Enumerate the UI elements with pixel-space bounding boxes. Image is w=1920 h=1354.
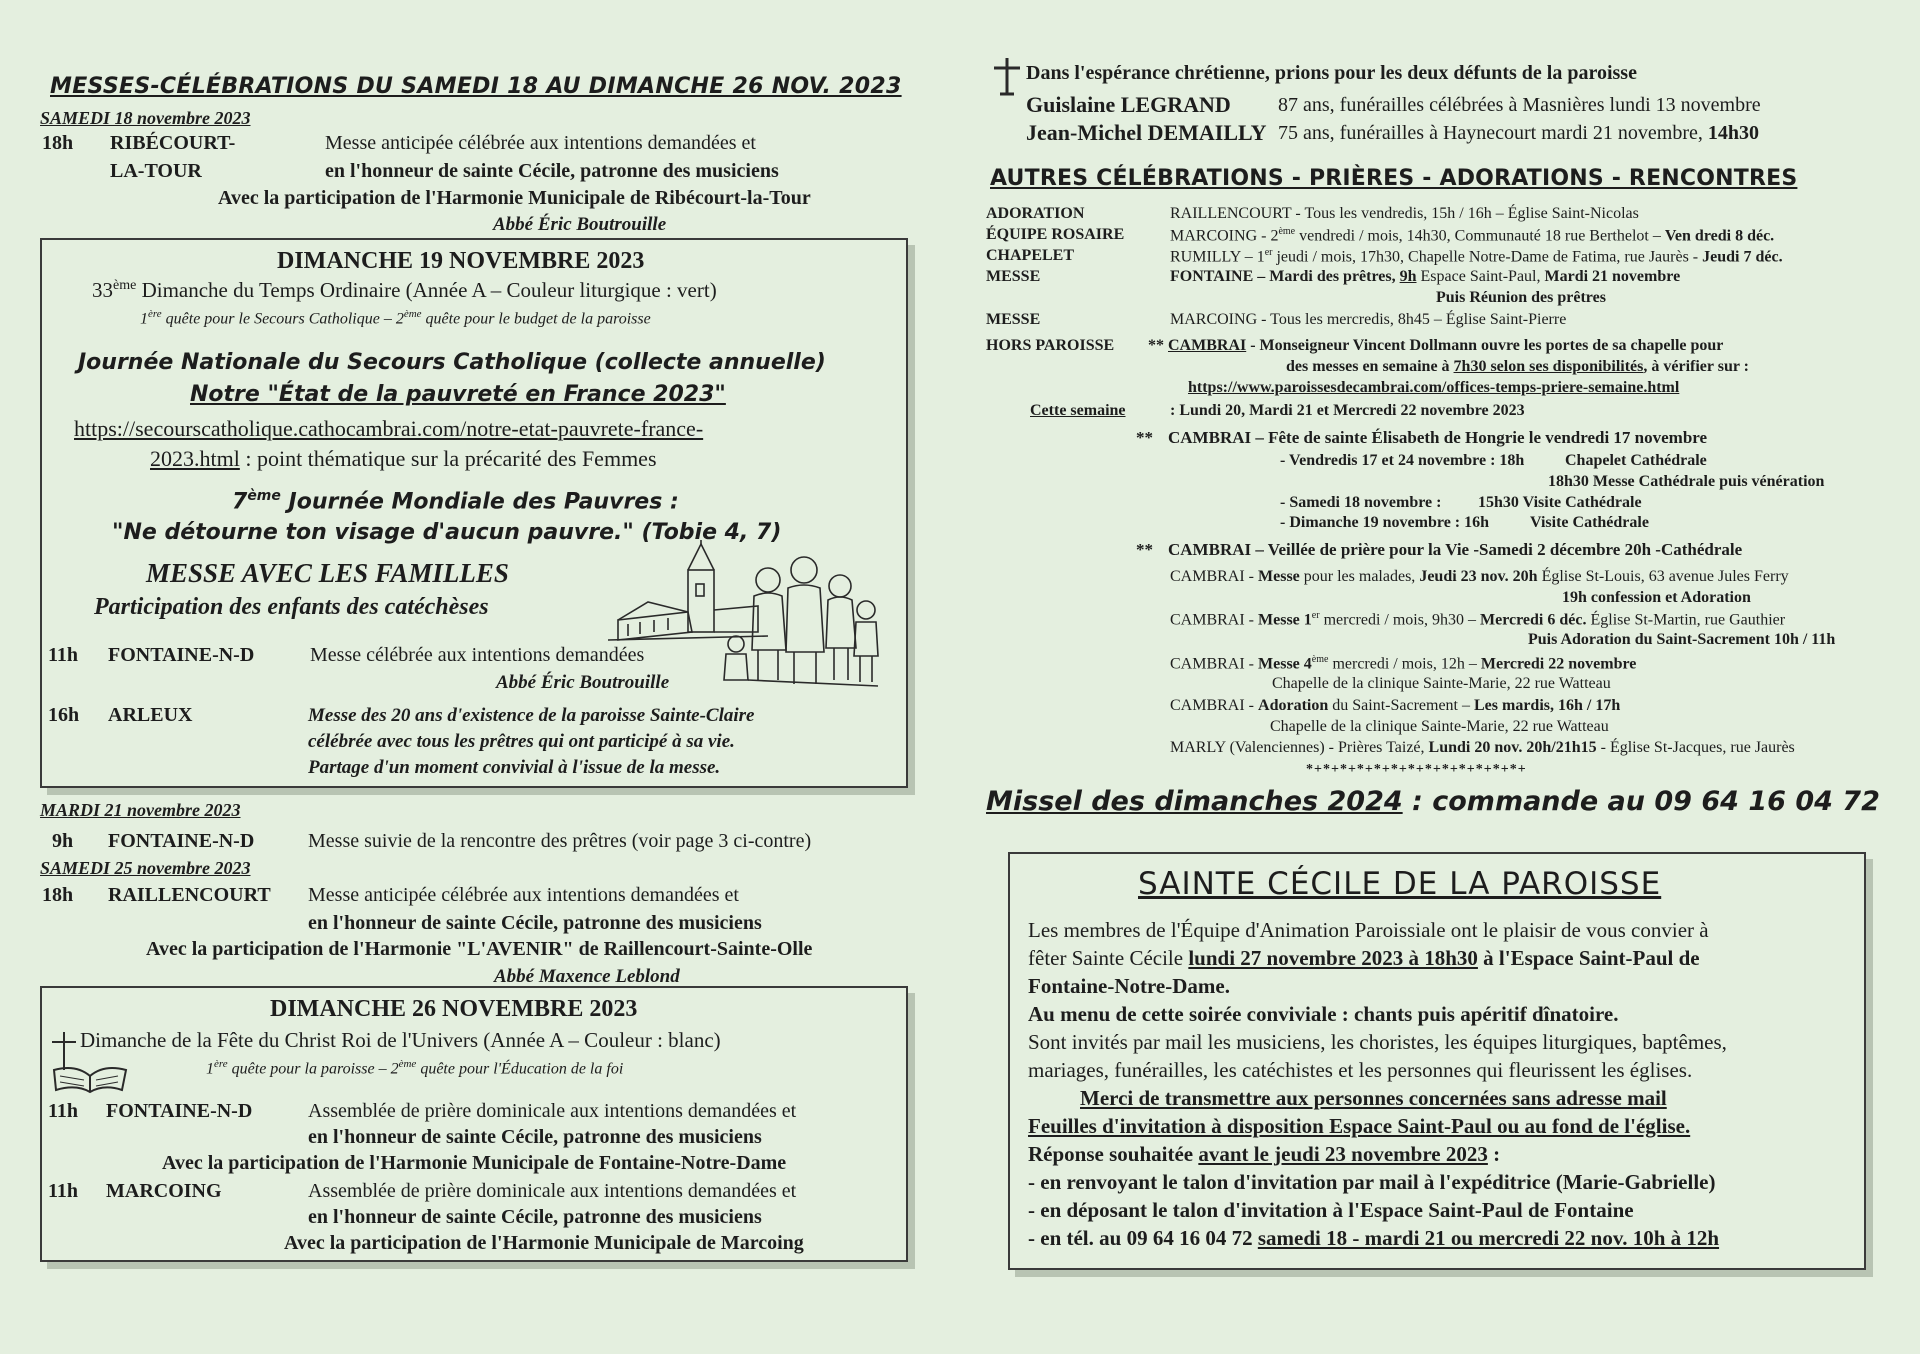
c2-c: mercredi / mois, 9h30 – — [1319, 611, 1480, 629]
missel-order — [986, 786, 1880, 817]
elisabeth-2: 18h30 Messe Cathédrale puis vénération — [1548, 473, 1825, 490]
text-sun19-1: Messe célébrée aux intentions demandées — [310, 644, 645, 666]
priest-sun19: Abbé Éric Boutrouille — [496, 672, 670, 693]
time-sun26-1: 11h — [48, 1100, 79, 1122]
elisabeth-3a: - Samedi 18 novembre : — [1280, 494, 1442, 511]
missel-b: : commande au 09 64 16 04 72 — [1402, 786, 1880, 817]
place-tue21: FONTAINE-N-D — [108, 830, 255, 852]
s26-quete1-sup: ère — [214, 1058, 228, 1070]
cecile-p7: Merci de transmettre aux personnes concernées sans adresse mail — [1080, 1086, 1667, 1110]
quete1-text: quête pour le Secours Catholique – — [161, 310, 396, 328]
r3-b: jeudi / mois, 17h30, Chapelle Notre-Dame de Fatima, rue Jaurès - — [1272, 248, 1703, 266]
cecile-p3: Fontaine-Notre-Dame. — [1028, 974, 1230, 998]
defunt-1-info: 87 ans, funérailles célébrées à Masnières lundi 13 novembre — [1278, 94, 1761, 116]
marly-taize — [1170, 739, 1795, 757]
tobie-quote: "Ne détourne ton visage d'aucun pauvre." (Tobie 4, 7) — [112, 520, 782, 545]
r2-b: vendredi / mois, 14h30, Communauté 18 rue Berthelot – — [1295, 227, 1665, 245]
c4-a: CAMBRAI - — [1170, 697, 1259, 714]
date-heading-sat18: SAMEDI 18 novembre 2023 — [40, 108, 251, 128]
quete2-num: 2 — [395, 310, 404, 328]
elisabeth-1b: Chapelet Cathédrale — [1565, 452, 1707, 469]
c2-e: Église St-Martin, rue Gauthier — [1586, 611, 1786, 629]
quete2-text: quête pour le budget de la paroisse — [421, 310, 651, 328]
liturgy-sup: ème — [113, 278, 137, 293]
s26-quete2-num: 2 — [390, 1060, 399, 1078]
row-messe1-line2: Puis Réunion des prêtres — [1436, 289, 1606, 306]
cambrai-clinique-2: Chapelle de la clinique Sainte-Marie, 22 rue Watteau — [1272, 675, 1611, 692]
cecile-p2 — [1028, 946, 1700, 971]
place-sun26-1: FONTAINE-N-D — [106, 1100, 253, 1122]
cecile-p4: Au menu de cette soirée conviviale : chants puis apéritif dînatoire. — [1028, 1002, 1619, 1026]
church-family-illustration — [608, 540, 880, 690]
semaine-text: : Lundi 20, Mardi 21 et Mercredi 22 novembre 2023 — [1170, 402, 1525, 419]
text-sun26-1a: Assemblée de prière dominicale aux intentions demandées et — [308, 1100, 797, 1122]
row-rosaire-label: ÉQUIPE ROSAIRE — [986, 226, 1125, 243]
c1-b: Messe — [1258, 568, 1300, 585]
c3-b: Messe 4 — [1258, 655, 1312, 673]
c3-c: mercredi / mois, 12h – — [1328, 655, 1481, 673]
defunt-2-info-b: 14h30 — [1707, 122, 1759, 144]
c4-b: Adoration — [1258, 697, 1329, 714]
liturgy-text: Dimanche du Temps Ordinaire (Année A – Couleur liturgique : vert) — [136, 278, 717, 302]
time-sat18: 18h — [42, 132, 74, 154]
cecile-p9 — [1028, 1142, 1500, 1167]
stars-separator: *+*+*+*+*+*+*+*+*+*+*+*+*+ — [1306, 762, 1527, 777]
semaine-label: Cette semaine — [1030, 402, 1126, 419]
row-messe2-text: MARCOING - Tous les mercredis, 8h45 – Église Saint-Pierre — [1170, 311, 1567, 328]
elisabeth-4b: Visite Cathédrale — [1530, 514, 1649, 531]
c3-d: Mercredi 22 novembre — [1480, 655, 1637, 673]
elisabeth-stars: ** — [1136, 428, 1153, 447]
time-sun19-2: 16h — [48, 704, 80, 726]
p9a: Réponse souhaitée — [1028, 1142, 1199, 1166]
cambrai-clinique — [1170, 654, 1636, 673]
row-rosaire-text — [1170, 226, 1774, 245]
messe-familles: MESSE AVEC LES FAMILLES — [146, 558, 509, 588]
sunday26-quetes — [206, 1058, 623, 1078]
autres-title: AUTRES CÉLÉBRATIONS - PRIÈRES - ADORATIONS - RENCONTRES — [990, 166, 1798, 191]
hors-l2b: , à vérifier sur : — [1643, 358, 1749, 375]
quete1-num: 1 — [140, 310, 148, 328]
text-sat18-2: en l'honneur de sainte Cécile, patronne des musiciens — [325, 160, 779, 182]
liturgy-number: 33 — [92, 278, 113, 302]
elisabeth-3b: 15h30 Visite Cathédrale — [1478, 494, 1642, 511]
cecile-p8: Feuilles d'invitation à disposition Espace Saint-Paul ou au fond de l'église. — [1028, 1114, 1691, 1138]
sunday26-liturgy: Dimanche de la Fête du Christ Roi de l'Univers (Année A – Couleur : blanc) — [80, 1028, 721, 1052]
cecile-bullet-1: - en renvoyant le talon d'invitation par mail à l'expéditrice (Marie-Gabrielle) — [1028, 1170, 1716, 1194]
row-hors-line2 — [1286, 358, 1749, 376]
cambrai-stmartin — [1170, 610, 1785, 629]
cecile-p6: mariages, funérailles, les catéchistes et les personnes qui fleurissent les églises. — [1028, 1058, 1693, 1082]
b3a: - en tél. au 09 64 16 04 72 — [1028, 1226, 1258, 1250]
row-chapelet-label: CHAPELET — [986, 247, 1075, 264]
defunt-2-info — [1278, 122, 1759, 145]
defunt-2-info-a: 75 ans, funérailles à Haynecourt mardi 21 novembre, — [1278, 122, 1708, 144]
c2-d: Mercredi 6 déc. — [1479, 611, 1587, 629]
r4-b: Espace Saint-Paul, — [1416, 268, 1545, 285]
row-messe1-text — [1170, 268, 1680, 286]
sunday19-quetes — [140, 308, 651, 328]
time-sat25: 18h — [42, 884, 74, 906]
r4-u: 9h — [1399, 268, 1417, 285]
place-sun19-1: FONTAINE-N-D — [108, 644, 255, 666]
place-sat18-1: RIBÉCOURT- — [110, 132, 236, 154]
c5-a: MARLY (Valenciennes) - Prières Taizé, — [1170, 739, 1429, 756]
cambrai-malades-2: 19h confession et Adoration — [1562, 589, 1751, 606]
mondiale-num: 7 — [232, 489, 248, 515]
p9c: : — [1487, 1142, 1501, 1166]
time-tue21: 9h — [52, 830, 74, 852]
text-sun19-2a: Messe des 20 ans d'existence de la paroisse Sainte-Claire — [308, 705, 755, 726]
enfants-catecheses: Participation des enfants des catéchèses — [94, 594, 489, 620]
c2-a: CAMBRAI - — [1170, 611, 1259, 629]
sunday19-liturgy — [92, 278, 717, 303]
row-chapelet-text — [1170, 247, 1783, 266]
priest-sat18: Abbé Éric Boutrouille — [493, 214, 667, 235]
cecile-p1: Les membres de l'Équipe d'Animation Paroissiale ont le plaisir de vous convier à — [1028, 918, 1709, 942]
elisabeth-1a: - Vendredis 17 et 24 novembre : 18h — [1280, 452, 1525, 469]
page-title: MESSES-CÉLÉBRATIONS DU SAMEDI 18 AU DIMANCHE 26 NOV. 2023 — [50, 74, 902, 99]
row-adoration-label: ADORATION — [986, 205, 1085, 222]
cecile-title: SAINTE CÉCILE DE LA PAROISSE — [1138, 866, 1662, 902]
cecile-bullet-2: - en déposant le talon d'invitation à l'Espace Saint-Paul de Fontaine — [1028, 1198, 1634, 1222]
c1-d: Jeudi 23 nov. 20h — [1419, 568, 1538, 585]
r2-a: MARCOING - 2 — [1170, 227, 1279, 245]
text-sat18-1: Messe anticipée célébrée aux intentions demandées et — [325, 132, 756, 154]
c5-b: Lundi 20 nov. 20h/21h15 — [1428, 739, 1597, 756]
r3-bold: Jeudi 7 déc. — [1702, 248, 1783, 266]
date-heading-tue21: MARDI 21 novembre 2023 — [40, 800, 241, 820]
text-sun26-1b: en l'honneur de sainte Cécile, patronne des musiciens — [308, 1126, 762, 1148]
text-sat18-3: Avec la participation de l'Harmonie Municipale de Ribécourt-la-Tour — [218, 187, 811, 209]
c5-c: - Église St-Jacques, rue Jaurès — [1596, 739, 1795, 756]
quete1-sup: ère — [148, 308, 162, 320]
cecile-bullet-3 — [1028, 1226, 1719, 1251]
text-sat25-2: en l'honneur de sainte Cécile, patronne des musiciens — [308, 912, 762, 934]
row-hors-label: HORS PAROISSE — [986, 337, 1115, 354]
s26-quete1-text: quête pour la paroisse – — [227, 1060, 391, 1078]
c4-d: Les mardis, 16h / 17h — [1474, 697, 1621, 714]
veillee-stars: ** — [1136, 540, 1153, 559]
mondiale-text: Journée Mondiale des Pauvres : — [280, 489, 679, 515]
c1-c: pour les malades, — [1299, 568, 1420, 585]
chapelle-link[interactable]: https://www.paroissesdecambrai.com/offices-temps-priere-semaine.html — [1188, 379, 1680, 396]
elisabeth-4a: - Dimanche 19 novembre : 16h — [1280, 514, 1490, 531]
text-sun19-2b: célébrée avec tous les prêtres qui ont participé à sa vie. — [308, 731, 735, 752]
c1-a: CAMBRAI - — [1170, 568, 1259, 585]
hors-l2u: 7h30 selon ses disponibilités — [1453, 358, 1644, 375]
date-heading-sat25: SAMEDI 25 novembre 2023 — [40, 858, 251, 878]
place-sat18-2: LA-TOUR — [110, 160, 202, 182]
text-sat25-3: Avec la participation de l'Harmonie "L'AVENIR" de Raillencourt-Sainte-Olle — [146, 938, 813, 960]
hors-l2a: des messes en semaine à — [1286, 358, 1454, 375]
hors-place: CAMBRAI — [1168, 337, 1247, 354]
priest-sat25: Abbé Maxence Leblond — [494, 966, 680, 987]
r4-bold: Mardi 21 novembre — [1544, 268, 1681, 285]
secours-link-tail: : point thématique sur la précarité des Femmes — [239, 446, 657, 471]
mondiale-sup: ème — [247, 488, 281, 504]
c3-sup: ème — [1311, 654, 1329, 665]
secours-link[interactable]: https://secourscatholique.cathocambrai.com/notre-etat-pauvrete-france- — [74, 416, 704, 441]
place-sat25: RAILLENCOURT — [108, 884, 271, 906]
cambrai-stmartin-2: Puis Adoration du Saint-Sacrement 10h / 11h — [1528, 631, 1836, 648]
time-sun19-1: 11h — [48, 644, 79, 666]
p2a: fêter Sainte Cécile — [1028, 946, 1189, 970]
cambrai-malades — [1170, 568, 1789, 586]
hors-l1: - Monseigneur Vincent Dollmann ouvre les portes de sa chapelle pour — [1246, 337, 1724, 354]
p2c: à l'Espace Saint-Paul de — [1477, 946, 1700, 970]
b3b: samedi 18 - mardi 21 ou mercredi 22 nov. 10h à 12h — [1257, 1226, 1720, 1250]
s26-quete1-num: 1 — [206, 1060, 214, 1078]
text-sun26-2c: Avec la participation de l'Harmonie Municipale de Marcoing — [284, 1232, 804, 1254]
hors-stars: ** — [1148, 337, 1164, 354]
veillee-text: CAMBRAI – Veillée de prière pour la Vie -Samedi 2 décembre 20h -Cathédrale — [1168, 540, 1743, 559]
etat-pauvrete: Notre "État de la pauvreté en France 2023" — [190, 382, 726, 407]
sunday19-title: DIMANCHE 19 NOVEMBRE 2023 — [277, 248, 645, 274]
c2-b: Messe 1 — [1258, 611, 1312, 629]
r3-sup: er — [1264, 247, 1273, 258]
text-sun26-1c: Avec la participation de l'Harmonie Municipale de Fontaine-Notre-Dame — [162, 1152, 787, 1174]
r4-a: FONTAINE – Mardi des prêtres, — [1170, 268, 1400, 285]
text-tue21: Messe suivie de la rencontre des prêtres (voir page 3 ci-contre) — [308, 830, 812, 852]
row-messe1-label: MESSE — [986, 268, 1041, 285]
sunday26-title: DIMANCHE 26 NOVEMBRE 2023 — [270, 996, 638, 1022]
cambrai-adoration-2: Chapelle de la clinique Sainte-Marie, 22 rue Watteau — [1270, 718, 1609, 735]
quete2-sup: ème — [403, 308, 422, 320]
text-sun26-2a: Assemblée de prière dominicale aux intentions demandées et — [308, 1180, 797, 1202]
p9b: avant le jeudi 23 novembre 2023 — [1198, 1142, 1488, 1166]
text-sat25-1: Messe anticipée célébrée aux intentions demandées et — [308, 884, 739, 906]
row-messe2-label: MESSE — [986, 311, 1041, 328]
cambrai-adoration — [1170, 697, 1620, 715]
defunt-1-name: Guislaine LEGRAND — [1026, 92, 1231, 117]
cross-icon — [990, 56, 1024, 96]
c1-e: Église St-Louis, 63 avenue Jules Ferry — [1537, 568, 1789, 585]
secours-link-line2 — [150, 446, 657, 472]
defunts-intro: Dans l'espérance chrétienne, prions pour les deux défunts de la paroisse — [1026, 62, 1637, 84]
time-sun26-2: 11h — [48, 1180, 79, 1202]
row-hors-text — [1148, 337, 1723, 355]
text-sun19-2c: Partage d'un moment convivial à l'issue de la messe. — [308, 757, 721, 778]
place-sun26-2: MARCOING — [106, 1180, 222, 1202]
missel-a: Missel des dimanches 2024 — [986, 786, 1403, 817]
c2-sup: er — [1311, 610, 1320, 621]
secours-link-2[interactable]: 2023.html — [150, 446, 240, 471]
row-adoration-text: RAILLENCOURT - Tous les vendredis, 15h / 16h – Église Saint-Nicolas — [1170, 205, 1639, 222]
r2-bold: Ven dredi 8 déc. — [1664, 227, 1775, 245]
cecile-p5: Sont invités par mail les musiciens, les choristes, les équipes liturgiques, baptêmes, — [1028, 1030, 1727, 1054]
r3-a: RUMILLY – 1 — [1170, 248, 1265, 266]
journee-mondiale — [232, 488, 679, 514]
text-sun26-2b: en l'honneur de sainte Cécile, patronne des musiciens — [308, 1206, 762, 1228]
r2-sup: ème — [1278, 226, 1296, 237]
p2b: lundi 27 novembre 2023 à 18h30 — [1188, 946, 1478, 970]
place-sun19-2: ARLEUX — [108, 704, 193, 726]
c3-a: CAMBRAI - — [1170, 655, 1259, 673]
secours-journee: Journée Nationale du Secours Catholique (collecte annuelle) — [78, 350, 826, 375]
defunt-2-name: Jean-Michel DEMAILLY — [1026, 120, 1267, 145]
elisabeth-title: CAMBRAI – Fête de sainte Élisabeth de Hongrie le vendredi 17 novembre — [1168, 428, 1708, 447]
s26-quete2-sup: ème — [398, 1058, 417, 1070]
c4-c: du Saint-Sacrement – — [1328, 697, 1474, 714]
s26-quete2-text: quête pour l'Éducation de la foi — [416, 1060, 624, 1078]
